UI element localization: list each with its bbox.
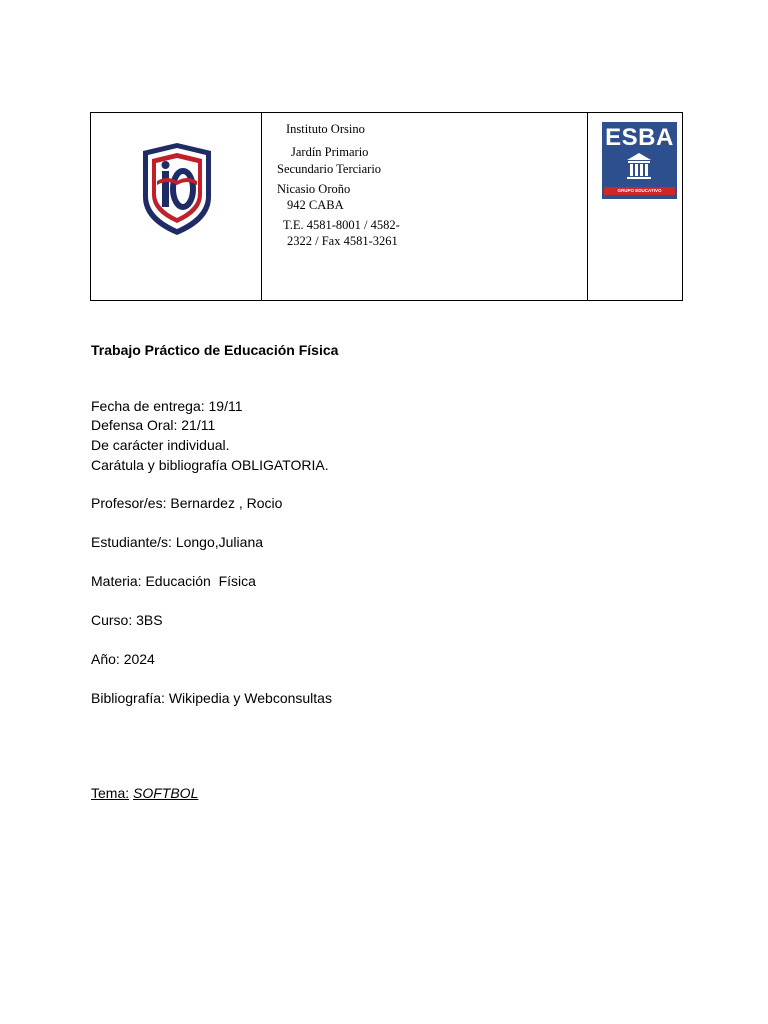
student-line: Estudiante/s: Longo,Juliana xyxy=(91,534,264,550)
institution-levels-line1: Jardín Primario xyxy=(291,145,369,159)
teacher-line: Profesor/es: Bernardez , Rocio xyxy=(91,495,283,511)
subject-line: Materia: Educación Física xyxy=(91,573,256,589)
header-table xyxy=(90,112,683,301)
institution-phone-line2: 2322 / Fax 4581-3261 xyxy=(287,234,398,248)
esba-logo-icon xyxy=(602,122,677,199)
institution-levels-line2: Secundario Terciario xyxy=(277,162,382,176)
document-title: Trabajo Práctico de Educación Física xyxy=(91,342,339,358)
course-line: Curso: 3BS xyxy=(91,612,163,628)
mandatory-note: Carátula y bibliografía OBLIGATORIA. xyxy=(91,457,329,473)
year-line: Año: 2024 xyxy=(91,651,155,667)
esba-logo-text: ESBA xyxy=(605,124,674,151)
institution-address-city: 942 CABA xyxy=(287,198,344,212)
esba-logo-subtext: GRUPO EDUCATIVO xyxy=(617,188,662,193)
building-icon xyxy=(626,152,652,180)
oral-defense-date: Defensa Oral: 21/11 xyxy=(91,417,216,433)
institution-address-street: Nicasio Oroño xyxy=(277,182,351,196)
bibliography-line: Bibliografía: Wikipedia y Webconsultas xyxy=(91,690,332,706)
header-cell-right-logo xyxy=(588,113,682,300)
institution-name: Instituto Orsino xyxy=(286,122,365,136)
institution-phone-line1: T.E. 4581-8001 / 4582- xyxy=(283,218,400,232)
topic-label: Tema: xyxy=(91,785,130,801)
header-cell-left-logo xyxy=(91,113,262,300)
delivery-date: Fecha de entrega: 19/11 xyxy=(91,398,243,414)
header-cell-institution-info xyxy=(262,113,588,300)
io-school-crest-icon xyxy=(137,141,217,237)
individual-note: De carácter individual. xyxy=(91,437,230,453)
topic-value: SOFTBOL xyxy=(133,785,199,801)
topic-line xyxy=(91,783,198,803)
